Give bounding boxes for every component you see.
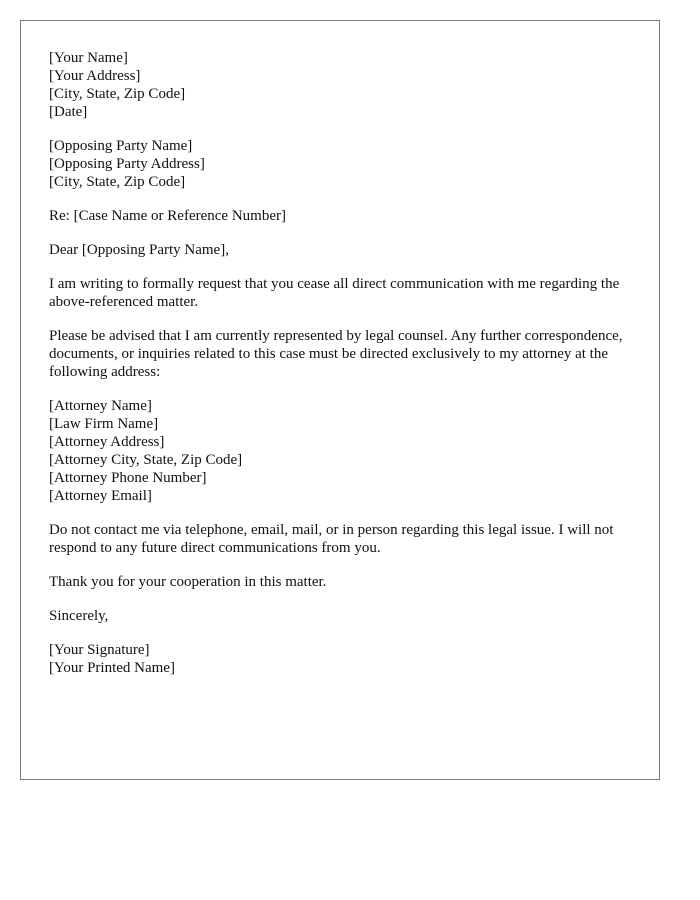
recipient-name: [Opposing Party Name] xyxy=(49,138,193,154)
letter-page xyxy=(20,20,660,780)
valediction: Sincerely, xyxy=(49,608,109,624)
recipient-block xyxy=(49,137,639,191)
signature-block xyxy=(49,641,639,677)
letter-date: [Date] xyxy=(49,104,88,120)
sender-name: [Your Name] xyxy=(49,50,128,66)
paragraph-no-contact: Do not contact me via telephone, email, mail, or in person regarding this legal issue. I will not respond to any future direct communications from you. xyxy=(49,522,614,556)
attorney-email: [Attorney Email] xyxy=(49,488,152,504)
paragraph-request: I am writing to formally request that you cease all direct communication with me regarding the above-referenced matter. xyxy=(49,276,620,310)
letter-body xyxy=(49,49,639,693)
printed-name: [Your Printed Name] xyxy=(49,660,175,676)
signature: [Your Signature] xyxy=(49,642,150,658)
sender-block xyxy=(49,49,639,121)
attorney-phone: [Attorney Phone Number] xyxy=(49,470,207,486)
law-firm-name: [Law Firm Name] xyxy=(49,416,159,432)
paragraph-representation: Please be advised that I am currently represented by legal counsel. Any further correspondence, documents, or inquiries related to this case must be directed exclusively to my attorney at the following address: xyxy=(49,328,623,380)
paragraph-thanks: Thank you for your cooperation in this matter. xyxy=(49,574,327,590)
sender-address: [Your Address] xyxy=(49,68,141,84)
attorney-city-state-zip: [Attorney City, State, Zip Code] xyxy=(49,452,243,468)
recipient-address: [Opposing Party Address] xyxy=(49,156,205,172)
sender-city-state-zip: [City, State, Zip Code] xyxy=(49,86,186,102)
recipient-city-state-zip: [City, State, Zip Code] xyxy=(49,174,186,190)
attorney-block xyxy=(49,397,639,505)
attorney-address: [Attorney Address] xyxy=(49,434,165,450)
attorney-name: [Attorney Name] xyxy=(49,398,152,414)
salutation: Dear [Opposing Party Name], xyxy=(49,242,229,258)
subject-line: Re: [Case Name or Reference Number] xyxy=(49,208,286,224)
